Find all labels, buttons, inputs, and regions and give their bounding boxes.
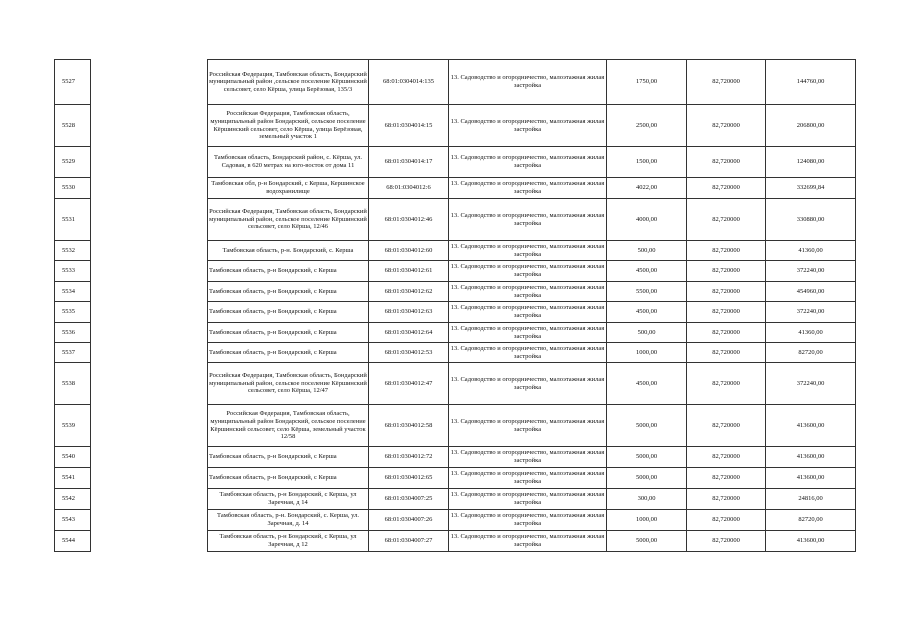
cadastral-number-cell: 68:01:0304014:17 bbox=[369, 147, 449, 178]
table-row bbox=[55, 510, 856, 531]
row-number: 5528 bbox=[55, 105, 91, 147]
rate-cell: 82,720000 bbox=[687, 531, 766, 552]
cadastral-value-cell: 41360,00 bbox=[766, 323, 856, 343]
table-row bbox=[55, 363, 856, 405]
cadastral-number-cell: 68:01:0304012:65 bbox=[369, 468, 449, 489]
row-number: 5535 bbox=[55, 302, 91, 323]
cadastral-value-cell: 332699,84 bbox=[766, 178, 856, 199]
area-cell: 4500,00 bbox=[607, 302, 687, 323]
land-use-cell: 13. Садоводство и огородничество, малоэтажная жилая застройка bbox=[449, 343, 607, 363]
table-row bbox=[55, 447, 856, 468]
row-number: 5540 bbox=[55, 447, 91, 468]
cadastral-value-cell: 144760,00 bbox=[766, 60, 856, 105]
cadastral-number-cell: 68:01:0304007:27 bbox=[369, 531, 449, 552]
address-cell: Российская Федерация, Тамбовская область, муниципальный район Бондарский, сельское поселение Кёршинский сельсовет, село Кёрша, земельный участок 12/58 bbox=[208, 405, 369, 447]
spacer-cell bbox=[91, 363, 208, 405]
land-use-cell: 13. Садоводство и огородничество, малоэтажная жилая застройка bbox=[449, 178, 607, 199]
address-cell: Тамбовская область, р-н Бондарский, с Керша bbox=[208, 343, 369, 363]
land-use-cell: 13. Садоводство и огородничество, малоэтажная жилая застройка bbox=[449, 147, 607, 178]
cadastral-number-cell: 68:01:0304014:135 bbox=[369, 60, 449, 105]
address-cell: Тамбовская область, р-н. Бондарский, с. Керша bbox=[208, 241, 369, 261]
cadastral-number-cell: 68:01:0304012:62 bbox=[369, 282, 449, 302]
cadastral-value-cell: 413600,00 bbox=[766, 531, 856, 552]
land-use-cell: 13. Садоводство и огородничество, малоэтажная жилая застройка bbox=[449, 261, 607, 282]
spacer-cell bbox=[91, 405, 208, 447]
table-row bbox=[55, 147, 856, 178]
land-use-cell: 13. Садоводство и огородничество, малоэтажная жилая застройка bbox=[449, 405, 607, 447]
rate-cell: 82,720000 bbox=[687, 343, 766, 363]
area-cell: 1000,00 bbox=[607, 343, 687, 363]
cadastral-number-cell: 68:01:0304012:46 bbox=[369, 199, 449, 241]
register-sheet bbox=[54, 59, 855, 552]
address-cell: Российская Федерация, Тамбовская область, Бондарский муниципальный район, сельское поселение Кёршинский сельсовет, село Кёрша, 12/47 bbox=[208, 363, 369, 405]
cadastral-value-cell: 454960,00 bbox=[766, 282, 856, 302]
table-row bbox=[55, 489, 856, 510]
table-row bbox=[55, 178, 856, 199]
land-use-cell: 13. Садоводство и огородничество, малоэтажная жилая застройка bbox=[449, 105, 607, 147]
table-row bbox=[55, 60, 856, 105]
address-cell: Российская Федерация, Тамбовская область, Бондарский муниципальный район, сельское поселение Кёршинский сельсовет, село Кёрша, 12/46 bbox=[208, 199, 369, 241]
spacer-cell bbox=[91, 510, 208, 531]
spacer-cell bbox=[91, 105, 208, 147]
cadastral-value-cell: 413600,00 bbox=[766, 468, 856, 489]
area-cell: 2500,00 bbox=[607, 105, 687, 147]
area-cell: 300,00 bbox=[607, 489, 687, 510]
table-body bbox=[55, 60, 856, 552]
spacer-cell bbox=[91, 468, 208, 489]
area-cell: 1000,00 bbox=[607, 510, 687, 531]
land-use-cell: 13. Садоводство и огородничество, малоэтажная жилая застройка bbox=[449, 468, 607, 489]
land-use-cell: 13. Садоводство и огородничество, малоэтажная жилая застройка bbox=[449, 199, 607, 241]
rate-cell: 82,720000 bbox=[687, 60, 766, 105]
cadastral-number-cell: 68:01:0304012:58 bbox=[369, 405, 449, 447]
rate-cell: 82,720000 bbox=[687, 302, 766, 323]
spacer-cell bbox=[91, 241, 208, 261]
cadastral-value-cell: 372240,00 bbox=[766, 363, 856, 405]
area-cell: 1750,00 bbox=[607, 60, 687, 105]
spacer-cell bbox=[91, 447, 208, 468]
area-cell: 5000,00 bbox=[607, 405, 687, 447]
address-cell: Тамбовская область, р-н Бондарский, с Керша bbox=[208, 302, 369, 323]
row-number: 5538 bbox=[55, 363, 91, 405]
area-cell: 500,00 bbox=[607, 241, 687, 261]
cadastral-number-cell: 68:01:0304007:26 bbox=[369, 510, 449, 531]
land-use-cell: 13. Садоводство и огородничество, малоэтажная жилая застройка bbox=[449, 282, 607, 302]
cadastral-number-cell: 68:01:0304012:6 bbox=[369, 178, 449, 199]
address-cell: Тамбовская область, р-н Бондарский, с Керша bbox=[208, 282, 369, 302]
cadastral-value-cell: 24816,00 bbox=[766, 489, 856, 510]
table-row bbox=[55, 405, 856, 447]
row-number: 5532 bbox=[55, 241, 91, 261]
row-number: 5539 bbox=[55, 405, 91, 447]
cadastral-number-cell: 68:01:0304014:15 bbox=[369, 105, 449, 147]
table-row bbox=[55, 105, 856, 147]
land-use-cell: 13. Садоводство и огородничество, малоэтажная жилая застройка bbox=[449, 60, 607, 105]
cadastral-value-cell: 330880,00 bbox=[766, 199, 856, 241]
row-number: 5530 bbox=[55, 178, 91, 199]
row-number: 5531 bbox=[55, 199, 91, 241]
row-number: 5542 bbox=[55, 489, 91, 510]
address-cell: Тамбовская область, р-н Бондарский, с Керша bbox=[208, 261, 369, 282]
table-row bbox=[55, 343, 856, 363]
land-use-cell: 13. Садоводство и огородничество, малоэтажная жилая застройка bbox=[449, 363, 607, 405]
rate-cell: 82,720000 bbox=[687, 363, 766, 405]
row-number: 5541 bbox=[55, 468, 91, 489]
row-number: 5544 bbox=[55, 531, 91, 552]
spacer-cell bbox=[91, 489, 208, 510]
spacer-cell bbox=[91, 261, 208, 282]
spacer-cell bbox=[91, 60, 208, 105]
rate-cell: 82,720000 bbox=[687, 147, 766, 178]
area-cell: 4500,00 bbox=[607, 261, 687, 282]
address-cell: Тамбовская область, р-н Бондарский, с Керша bbox=[208, 447, 369, 468]
cadastral-value-cell: 206800,00 bbox=[766, 105, 856, 147]
address-cell: Российская Федерация, Тамбовская область, муниципальный район Бондарский, сельское поселение Кёршинский сельсовет, село Кёрша, улица Берёзовая, земельный участок 1 bbox=[208, 105, 369, 147]
area-cell: 4000,00 bbox=[607, 199, 687, 241]
table-row bbox=[55, 302, 856, 323]
address-cell: Тамбовская обл, р-н Бондарский, с Керша, Кершинское водохранилище bbox=[208, 178, 369, 199]
spacer-cell bbox=[91, 199, 208, 241]
cadastral-value-cell: 82720,00 bbox=[766, 510, 856, 531]
address-cell: Тамбовская область, Бондарский район, с. Кёрша, ул. Садовая, в 620 метрах на юго-восток от дома 11 bbox=[208, 147, 369, 178]
cadastral-number-cell: 68:01:0304012:64 bbox=[369, 323, 449, 343]
land-use-cell: 13. Садоводство и огородничество, малоэтажная жилая застройка bbox=[449, 302, 607, 323]
address-cell: Тамбовская область, р-н Бондарский, с Керша bbox=[208, 468, 369, 489]
rate-cell: 82,720000 bbox=[687, 178, 766, 199]
spacer-cell bbox=[91, 282, 208, 302]
address-cell: Тамбовская область, р-н Бондарский, с Керша, ул Заречная, д 12 bbox=[208, 531, 369, 552]
address-cell: Тамбовская область, р-н. Бондарский, с. Керша, ул. Заречная, д. 14 bbox=[208, 510, 369, 531]
area-cell: 5500,00 bbox=[607, 282, 687, 302]
area-cell: 5000,00 bbox=[607, 447, 687, 468]
area-cell: 4022,00 bbox=[607, 178, 687, 199]
row-number: 5533 bbox=[55, 261, 91, 282]
row-number: 5537 bbox=[55, 343, 91, 363]
row-number: 5543 bbox=[55, 510, 91, 531]
cadastral-number-cell: 68:01:0304012:61 bbox=[369, 261, 449, 282]
rate-cell: 82,720000 bbox=[687, 105, 766, 147]
land-use-cell: 13. Садоводство и огородничество, малоэтажная жилая застройка bbox=[449, 510, 607, 531]
cadastral-number-cell: 68:01:0304012:72 bbox=[369, 447, 449, 468]
land-use-cell: 13. Садоводство и огородничество, малоэтажная жилая застройка bbox=[449, 531, 607, 552]
rate-cell: 82,720000 bbox=[687, 447, 766, 468]
land-use-cell: 13. Садоводство и огородничество, малоэтажная жилая застройка bbox=[449, 323, 607, 343]
row-number: 5534 bbox=[55, 282, 91, 302]
spacer-cell bbox=[91, 178, 208, 199]
table-row bbox=[55, 468, 856, 489]
table-row bbox=[55, 261, 856, 282]
cadastral-value-cell: 413600,00 bbox=[766, 447, 856, 468]
row-number: 5527 bbox=[55, 60, 91, 105]
cadastral-number-cell: 68:01:0304012:63 bbox=[369, 302, 449, 323]
table-row bbox=[55, 241, 856, 261]
row-number: 5536 bbox=[55, 323, 91, 343]
land-use-cell: 13. Садоводство и огородничество, малоэтажная жилая застройка bbox=[449, 489, 607, 510]
spacer-cell bbox=[91, 343, 208, 363]
cadastral-number-cell: 68:01:0304007:25 bbox=[369, 489, 449, 510]
table-row bbox=[55, 323, 856, 343]
area-cell: 500,00 bbox=[607, 323, 687, 343]
cadastral-value-cell: 41360,00 bbox=[766, 241, 856, 261]
cadastral-value-cell: 124080,00 bbox=[766, 147, 856, 178]
rate-cell: 82,720000 bbox=[687, 468, 766, 489]
table-row bbox=[55, 531, 856, 552]
cadastral-number-cell: 68:01:0304012:47 bbox=[369, 363, 449, 405]
rate-cell: 82,720000 bbox=[687, 199, 766, 241]
rate-cell: 82,720000 bbox=[687, 405, 766, 447]
rate-cell: 82,720000 bbox=[687, 282, 766, 302]
table-row bbox=[55, 282, 856, 302]
cadastral-value-cell: 372240,00 bbox=[766, 261, 856, 282]
area-cell: 5000,00 bbox=[607, 468, 687, 489]
rate-cell: 82,720000 bbox=[687, 261, 766, 282]
area-cell: 1500,00 bbox=[607, 147, 687, 178]
table-row bbox=[55, 199, 856, 241]
spacer-cell bbox=[91, 323, 208, 343]
rate-cell: 82,720000 bbox=[687, 241, 766, 261]
address-cell: Тамбовская область, р-н Бондарский, с Керша, ул Заречная, д 14 bbox=[208, 489, 369, 510]
land-plot-table bbox=[54, 59, 856, 552]
spacer-cell bbox=[91, 302, 208, 323]
address-cell: Российская Федерация, Тамбовская область, Бондарский муниципальный район ,сельское поселение Кёршинский сельсовет, село Кёрша, улица Берёзовая, 135/3 bbox=[208, 60, 369, 105]
cadastral-value-cell: 413600,00 bbox=[766, 405, 856, 447]
land-use-cell: 13. Садоводство и огородничество, малоэтажная жилая застройка bbox=[449, 447, 607, 468]
address-cell: Тамбовская область, р-н Бондарский, с Керша bbox=[208, 323, 369, 343]
rate-cell: 82,720000 bbox=[687, 323, 766, 343]
cadastral-number-cell: 68:01:0304012:53 bbox=[369, 343, 449, 363]
cadastral-value-cell: 82720,00 bbox=[766, 343, 856, 363]
area-cell: 5000,00 bbox=[607, 531, 687, 552]
rate-cell: 82,720000 bbox=[687, 489, 766, 510]
area-cell: 4500,00 bbox=[607, 363, 687, 405]
rate-cell: 82,720000 bbox=[687, 510, 766, 531]
spacer-cell bbox=[91, 147, 208, 178]
spacer-cell bbox=[91, 531, 208, 552]
row-number: 5529 bbox=[55, 147, 91, 178]
cadastral-value-cell: 372240,00 bbox=[766, 302, 856, 323]
land-use-cell: 13. Садоводство и огородничество, малоэтажная жилая застройка bbox=[449, 241, 607, 261]
cadastral-number-cell: 68:01:0304012:60 bbox=[369, 241, 449, 261]
